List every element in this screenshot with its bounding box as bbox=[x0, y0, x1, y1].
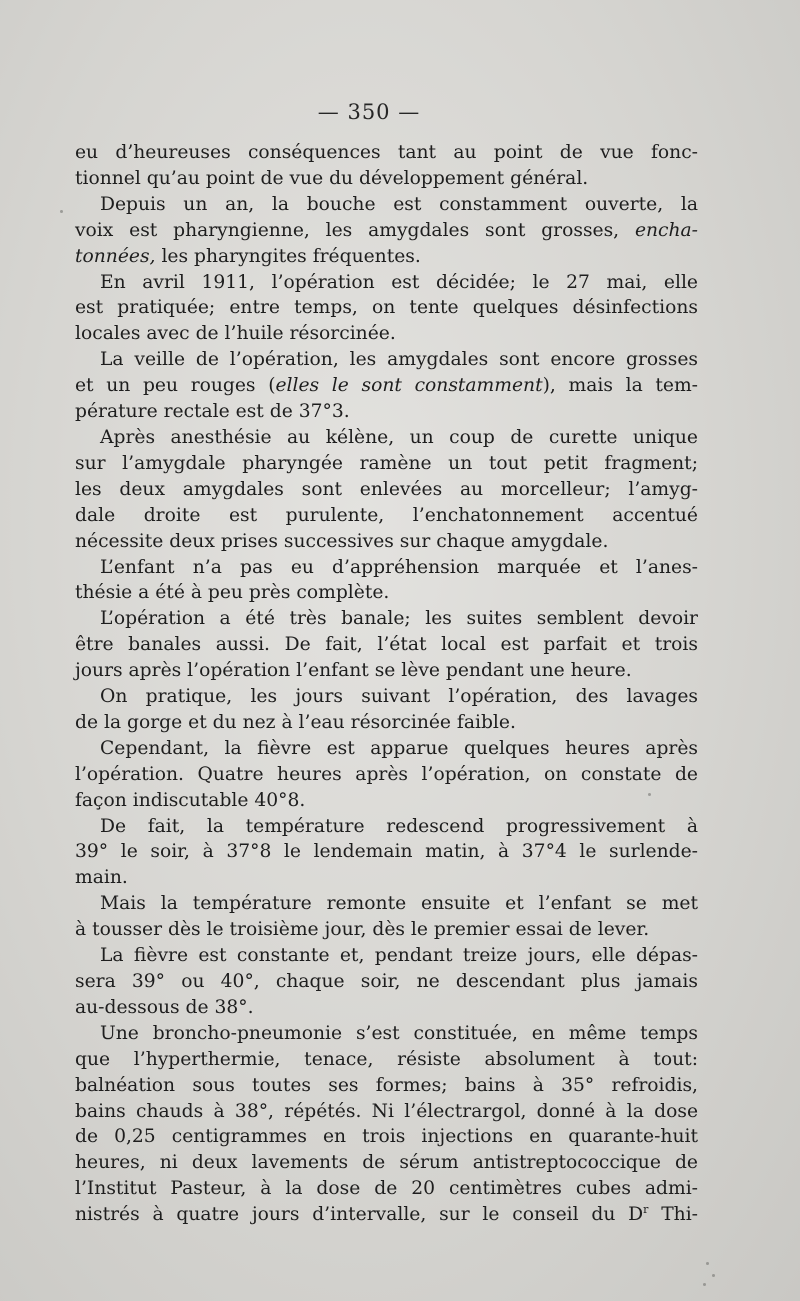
paragraph bbox=[50, 606, 698, 684]
text-line: La veille de l’opération, les amygdales sont encore grosses bbox=[100, 349, 698, 371]
italic-text: encha- bbox=[634, 219, 698, 241]
text-line: Après anesthésie au kélène, un coup de curette unique bbox=[100, 426, 698, 448]
text-line: que l’hyperthermie, tenace, résiste absolument à tout: bbox=[75, 1048, 698, 1070]
body-text bbox=[50, 140, 698, 1228]
paragraph bbox=[50, 192, 698, 270]
text-line bbox=[50, 373, 698, 399]
text-line: bains chauds à 38°, répétés. Ni l’électrargol, donné à la dose bbox=[75, 1100, 698, 1122]
paragraph bbox=[50, 684, 698, 736]
print-speck bbox=[706, 1262, 709, 1265]
text-fragment: Thi- bbox=[648, 1204, 698, 1226]
page-number: — 350 — bbox=[317, 100, 421, 124]
text-line: L’enfant n’a pas eu d’appréhension marquée et l’anes- bbox=[100, 556, 698, 578]
text-line: de la gorge et du nez à l’eau résorcinée faible. bbox=[75, 711, 516, 733]
text-fragment: et un peu rouges ( bbox=[75, 375, 276, 397]
text-line: 39° le soir, à 37°8 le lendemain matin, à 37°4 le surlende- bbox=[75, 841, 698, 863]
text-line: La fièvre est constante et, pendant treize jours, elle dépas- bbox=[100, 945, 698, 967]
text-line: sera 39° ou 40°, chaque soir, ne descendant plus jamais bbox=[75, 971, 698, 992]
superscript: r bbox=[643, 1203, 649, 1217]
text-line: façon indiscutable 40°8. bbox=[75, 789, 306, 811]
paragraph bbox=[50, 736, 698, 814]
text-line: locales avec de l’huile résorcinée. bbox=[75, 323, 396, 345]
text-line: thésie a été à peu près complète. bbox=[75, 582, 390, 604]
italic-text: tonnées, bbox=[75, 245, 156, 267]
text-line: Mais la température remonte ensuite et l’enfant se met bbox=[100, 893, 698, 915]
text-fragment: ), mais la tem- bbox=[542, 375, 698, 397]
text-line: l’Institut Pasteur, à la dose de 20 centimètres cubes admi- bbox=[75, 1178, 698, 1200]
paragraph bbox=[50, 1021, 698, 1228]
text-line: de 0,25 centigrammes en trois injections en quarante-huit bbox=[75, 1126, 698, 1148]
text-fragment: les pharyngites fréquentes. bbox=[161, 245, 421, 267]
paragraph bbox=[50, 140, 698, 192]
text-line: l’opération. Quatre heures après l’opération, on constate de bbox=[75, 763, 698, 785]
text-line: tionnel qu’au point de vue du développement général. bbox=[75, 167, 589, 189]
text-line: les deux amygdales sont enlevées au morcelleur; l’amyg- bbox=[75, 478, 698, 500]
text-line: est pratiquée; entre temps, on tente quelques désinfections bbox=[75, 297, 698, 319]
text-line: De fait, la température redescend progressivement à bbox=[100, 815, 698, 837]
text-line: nécessite deux prises successives sur chaque amygdale. bbox=[75, 530, 609, 552]
print-speck bbox=[60, 210, 63, 213]
text-line: eu d’heureuses conséquences tant au point de vue fonc- bbox=[75, 142, 698, 163]
paragraph bbox=[50, 814, 698, 892]
text-line: être banales aussi. De fait, l’état local est parfait et trois bbox=[75, 634, 698, 656]
text-line: à tousser dès le troisième jour, dès le premier essai de lever. bbox=[75, 919, 650, 941]
paragraph bbox=[50, 270, 698, 348]
text-line: au-dessous de 38°. bbox=[75, 996, 254, 1018]
paragraph bbox=[50, 425, 698, 555]
text-line: heures, ni deux lavements de sérum antistreptococcique de bbox=[75, 1152, 698, 1174]
text-fragment: voix est pharyngienne, les amygdales sont grosses, bbox=[75, 219, 635, 241]
print-speck bbox=[648, 793, 651, 796]
text-fragment: nistrés à quatre jours d’intervalle, sur le conseil du D bbox=[75, 1204, 644, 1226]
text-line: dale droite est purulente, l’enchatonnement accentué bbox=[75, 504, 698, 526]
text-line: sur l’amygdale pharyngée ramène un tout petit fragment; bbox=[75, 452, 698, 474]
paragraph bbox=[50, 891, 698, 943]
text-line: Depuis un an, la bouche est constamment ouverte, la bbox=[100, 193, 698, 215]
text-line: Une broncho-pneumonie s’est constituée, en même temps bbox=[100, 1022, 698, 1044]
text-line: L’opération a été très banale; les suites semblent devoir bbox=[100, 608, 698, 630]
text-line: main. bbox=[75, 867, 128, 889]
text-line: balnéation sous toutes ses formes; bains à 35° refroidis, bbox=[75, 1074, 698, 1096]
print-speck bbox=[712, 1274, 715, 1277]
paragraph bbox=[50, 943, 698, 1021]
text-line bbox=[50, 244, 698, 270]
text-line: jours après l’opération l’enfant se lève pendant une heure. bbox=[75, 660, 632, 682]
text-line bbox=[50, 1202, 698, 1228]
paragraph bbox=[50, 555, 698, 607]
text-line: En avril 1911, l’opération est décidée; le 27 mai, elle bbox=[100, 271, 698, 293]
italic-text: elles le sont constamment bbox=[275, 375, 543, 397]
print-speck bbox=[703, 1283, 706, 1286]
paragraph bbox=[50, 347, 698, 425]
text-line: On pratique, les jours suivant l’opération, des lavages bbox=[100, 686, 698, 708]
text-line: Cependant, la fièvre est apparue quelques heures après bbox=[100, 737, 698, 759]
text-line bbox=[50, 218, 698, 244]
text-line: pérature rectale est de 37°3. bbox=[75, 401, 350, 423]
